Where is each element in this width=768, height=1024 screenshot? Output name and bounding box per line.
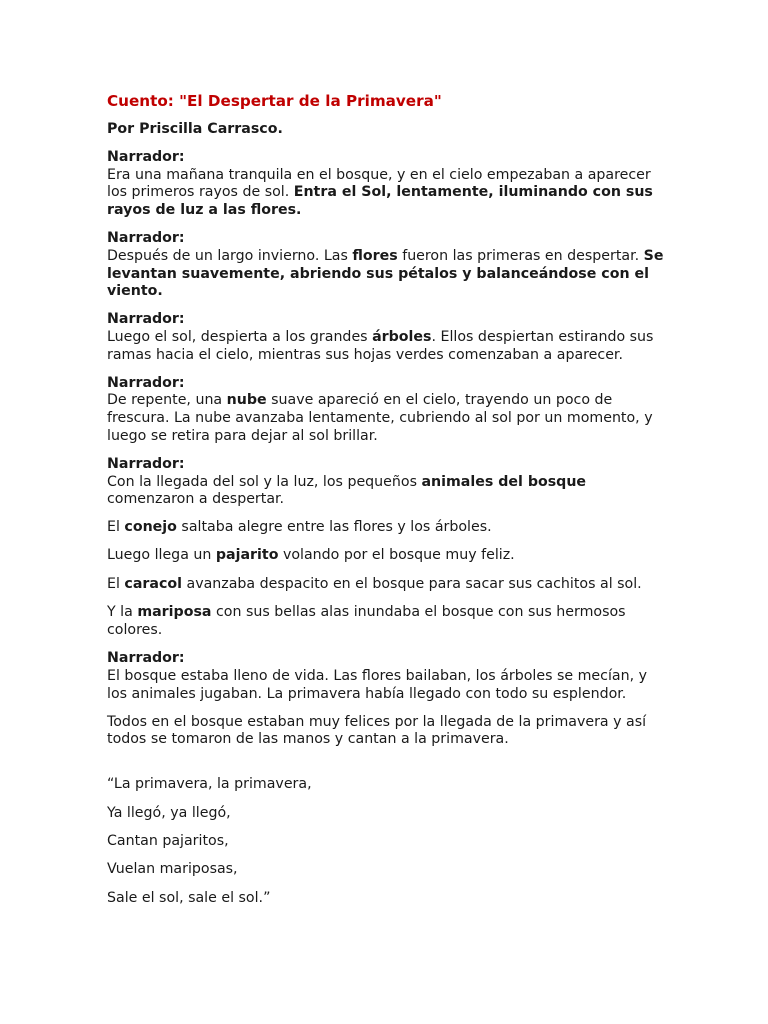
- bold-word-nube: nube: [226, 392, 267, 409]
- song-verses: [107, 776, 668, 907]
- paragraph-text: Luego el sol, despierta a los grandes: [107, 328, 373, 345]
- narrator-block-3: [107, 311, 668, 364]
- story-title: Cuento: "El Despertar de la Primavera": [107, 92, 442, 110]
- narrator-label: Narrador:: [107, 148, 185, 165]
- narrator-block-6: [107, 650, 668, 703]
- paragraph-text: De repente, una: [107, 392, 227, 409]
- paragraph-text: fueron las primeras en despertar.: [397, 247, 644, 264]
- narrator-label: Narrador:: [107, 374, 185, 391]
- paragraph-conejo: [107, 519, 668, 537]
- paragraph-text: El: [107, 519, 125, 536]
- bold-word-caracol: caracol: [124, 575, 182, 592]
- paragraph-text: Era una mañana tranquila en el bosque, y en el cielo empezaban a aparecer los primeros rayos de sol.: [107, 166, 651, 201]
- bold-word-conejo: conejo: [124, 519, 177, 536]
- narrator-block-1: [107, 149, 668, 220]
- song-verse: Sale el sol, sale el sol.”: [107, 889, 271, 906]
- paragraph-text: con sus bellas alas inundaba el bosque con sus hermosos colores.: [107, 604, 626, 638]
- narrator-label: Narrador:: [107, 650, 185, 667]
- paragraph-text: comenzaron a despertar.: [107, 491, 285, 508]
- song-verse: Vuelan mariposas,: [107, 861, 238, 878]
- paragraph-text: avanzaba despacito en el bosque para sacar sus cachitos al sol.: [182, 575, 642, 592]
- narrator-block-2: [107, 230, 668, 301]
- paragraph-text: volando por el bosque muy feliz.: [278, 547, 515, 564]
- paragraph-text: Con la llegada del sol y la luz, los pequeños: [107, 473, 422, 490]
- narrator-label: Narrador:: [107, 229, 185, 246]
- bold-word-pajarito: pajarito: [215, 547, 279, 564]
- paragraph-text: Todos en el bosque estaban muy felices por la llegada de la primavera y así todos se tomaron de las manos y cantan a la primavera.: [107, 713, 647, 748]
- paragraph-pajarito: [107, 547, 668, 565]
- paragraph-text: Después de un largo invierno. Las: [107, 247, 353, 264]
- narrator-block-4: [107, 375, 668, 446]
- paragraph-caracol: [107, 576, 668, 594]
- narrator-label: Narrador:: [107, 311, 185, 328]
- bold-phrase: Entra el Sol, lentamente, iluminando con sus rayos de luz a las flores.: [107, 184, 653, 219]
- bold-phrase: Se levantan suavemente, abriendo sus pétalos y balanceándose con el viento.: [107, 247, 664, 300]
- bold-word-arboles: árboles: [372, 328, 432, 345]
- song-verse: “La primavera, la primavera,: [107, 776, 312, 793]
- paragraph-text: suave apareció en el cielo, trayendo un poco de frescura. La nube avanzaba lentamente, cubriendo al sol por un momento, y luego se retira para dejar al sol brillar.: [107, 392, 653, 444]
- paragraph-text: El bosque estaba lleno de vida. Las flores bailaban, los árboles se mecían, y los animales jugaban. La primavera había llegado con todo su esplendor.: [107, 667, 647, 702]
- paragraph-mariposa: [107, 604, 668, 640]
- bold-phrase-animales: animales del bosque: [421, 473, 587, 490]
- paragraph-closing: [107, 714, 668, 750]
- song-verse: Ya llegó, ya llegó,: [107, 804, 231, 821]
- paragraph-text: El: [107, 575, 125, 592]
- bold-word-flores: flores: [352, 247, 398, 264]
- narrator-block-5: [107, 456, 668, 509]
- author-line: Por Priscilla Carrasco.: [107, 121, 283, 137]
- paragraph-text: saltaba alegre entre las flores y los árboles.: [176, 519, 492, 536]
- song-verse: Cantan pajaritos,: [107, 832, 229, 849]
- paragraph-text: . Ellos despiertan estirando sus ramas hacia el cielo, mientras sus hojas verdes comenzaban a aparecer.: [107, 328, 654, 363]
- bold-word-mariposa: mariposa: [137, 604, 212, 621]
- narrator-label: Narrador:: [107, 455, 185, 472]
- paragraph-text: Y la: [107, 604, 138, 621]
- paragraph-text: Luego llega un: [107, 547, 216, 564]
